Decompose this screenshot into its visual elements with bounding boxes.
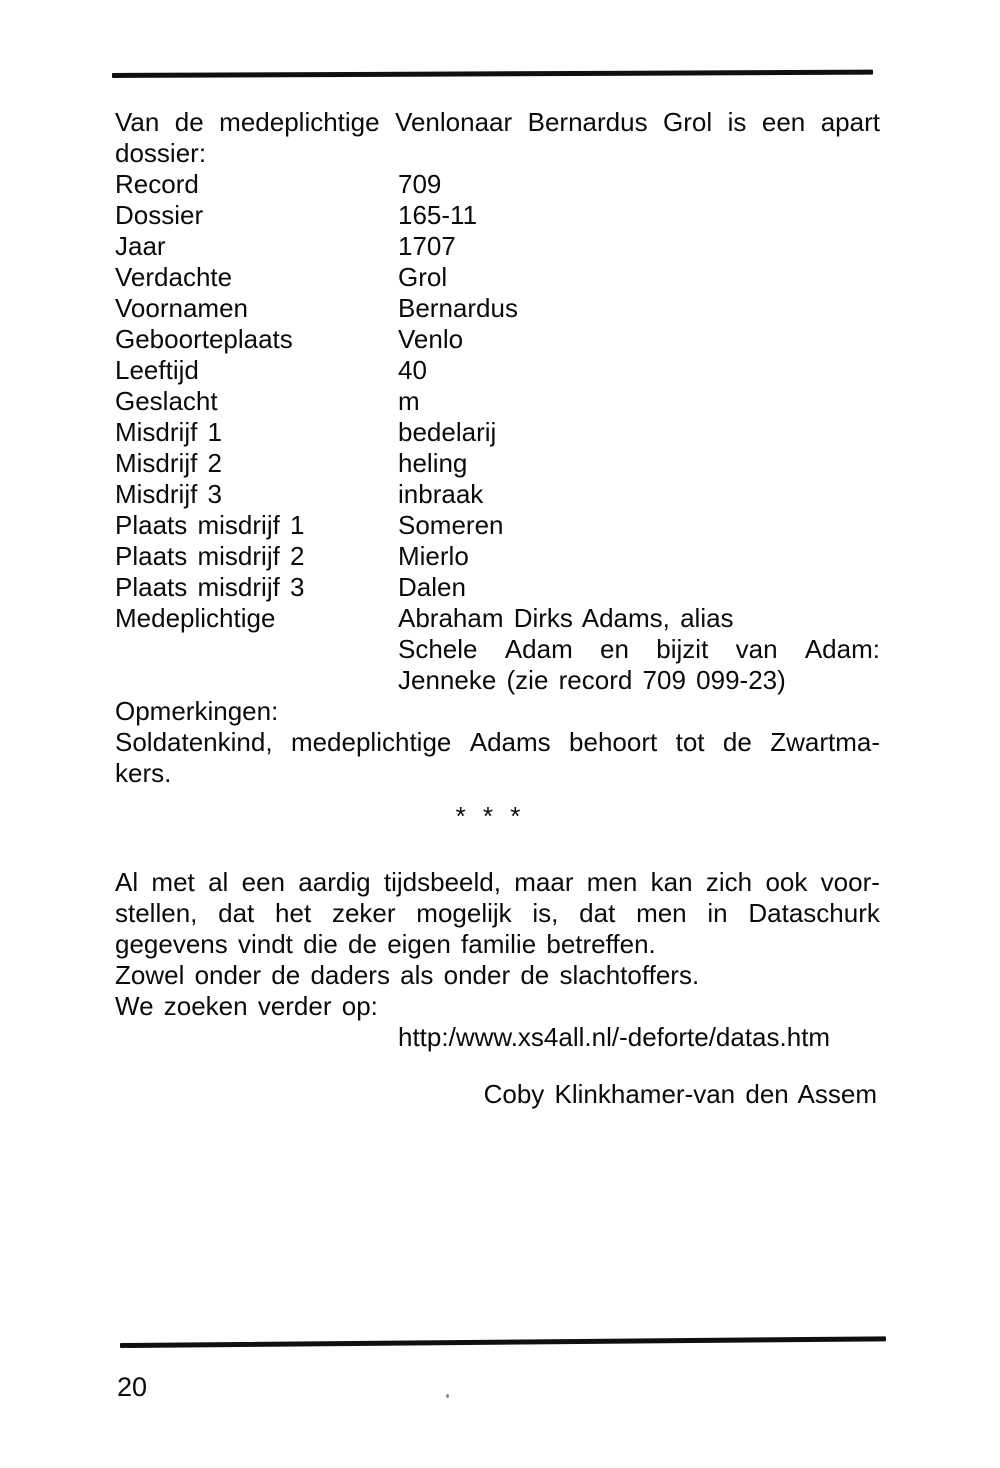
record-field-label: Misdrijf 1 xyxy=(115,417,223,447)
record-field-value: Someren xyxy=(398,510,504,540)
record-field-value xyxy=(398,603,880,696)
record-field-value: m xyxy=(398,386,420,416)
closing-line: Zowel onder de daders als onder de slachtoffers. xyxy=(115,960,700,990)
intro-paragraph xyxy=(115,107,880,169)
record-field-value: 40 xyxy=(398,355,427,385)
website-url: http:/www.xs4all.nl/-deforte/datas.htm xyxy=(398,1022,831,1052)
record-field-value: Bernardus xyxy=(398,293,518,323)
record-field-label: Dossier xyxy=(115,200,204,230)
record-field-value: 709 xyxy=(398,169,442,199)
closing-line: Al met al een aardig tijdsbeeld, maar men kan zich ook voor- xyxy=(115,867,880,897)
closing-line: gegevens vindt die de eigen familie betreffen. xyxy=(115,929,656,959)
remarks-line: Soldatenkind, medeplichtige Adams behoort tot de Zwartma- xyxy=(115,727,880,757)
closing-paragraph xyxy=(115,867,880,1022)
record-table xyxy=(115,169,880,696)
record-field-label: Leeftijd xyxy=(115,355,199,385)
record-field-value: Grol xyxy=(398,262,448,292)
record-field-label: Misdrijf 2 xyxy=(115,448,223,478)
remarks-line: kers. xyxy=(115,758,172,788)
record-row xyxy=(115,417,880,448)
record-row xyxy=(115,448,880,479)
record-row xyxy=(115,603,880,696)
closing-line: We zoeken verder op: xyxy=(115,991,378,1021)
record-row xyxy=(115,572,880,603)
intro-line: Van de medeplichtige Venlonaar Bernardus Grol is een apart xyxy=(115,107,880,137)
intro-line: dossier: xyxy=(115,138,207,168)
record-field-label: Geslacht xyxy=(115,386,218,416)
record-field-label: Verdachte xyxy=(115,262,233,292)
record-field-label: Plaats misdrijf 3 xyxy=(115,572,305,602)
remarks-paragraph xyxy=(115,727,880,789)
scan-speck xyxy=(446,1394,449,1398)
page-content xyxy=(115,107,880,1110)
record-row xyxy=(115,293,880,324)
record-field-label: Geboorteplaats xyxy=(115,324,293,354)
record-row xyxy=(115,324,880,355)
page-number: 20 xyxy=(117,1372,148,1402)
closing-line: stellen, dat het zeker mogelijk is, dat men in Dataschurk xyxy=(115,898,880,928)
record-field-label: Misdrijf 3 xyxy=(115,479,223,509)
record-field-value: heling xyxy=(398,448,468,478)
record-value-line: Schele Adam en bijzit van Adam: xyxy=(398,634,880,664)
record-field-value: Venlo xyxy=(398,324,464,354)
record-row xyxy=(115,510,880,541)
record-value-line: Jenneke (zie record 709 099-23) xyxy=(398,665,786,695)
record-row xyxy=(115,169,880,200)
record-field-value: Mierlo xyxy=(398,541,469,571)
section-separator: * * * xyxy=(455,801,526,831)
record-row xyxy=(115,200,880,231)
remarks-heading: Opmerkingen: xyxy=(115,696,279,726)
top-rule xyxy=(112,70,873,78)
record-row xyxy=(115,386,880,417)
record-field-value: Dalen xyxy=(398,572,466,602)
record-field-label: Record xyxy=(115,169,199,199)
record-field-label: Jaar xyxy=(115,231,166,261)
record-field-label: Voornamen xyxy=(115,293,248,323)
record-row xyxy=(115,262,880,293)
record-field-label: Medeplichtige xyxy=(115,603,276,633)
record-row xyxy=(115,231,880,262)
record-field-label: Plaats misdrijf 1 xyxy=(115,510,305,540)
bottom-rule xyxy=(120,1336,886,1348)
record-field-value: inbraak xyxy=(398,479,484,509)
author-signature: Coby Klinkhamer-van den Assem xyxy=(483,1079,877,1109)
record-field-value: bedelarij xyxy=(398,417,497,447)
record-row xyxy=(115,479,880,510)
record-field-value: 1707 xyxy=(398,231,456,261)
record-field-value: 165-11 xyxy=(398,200,478,230)
record-value-line: Abraham Dirks Adams, alias xyxy=(398,603,734,633)
record-row xyxy=(115,541,880,572)
record-row xyxy=(115,355,880,386)
record-field-label: Plaats misdrijf 2 xyxy=(115,541,305,571)
